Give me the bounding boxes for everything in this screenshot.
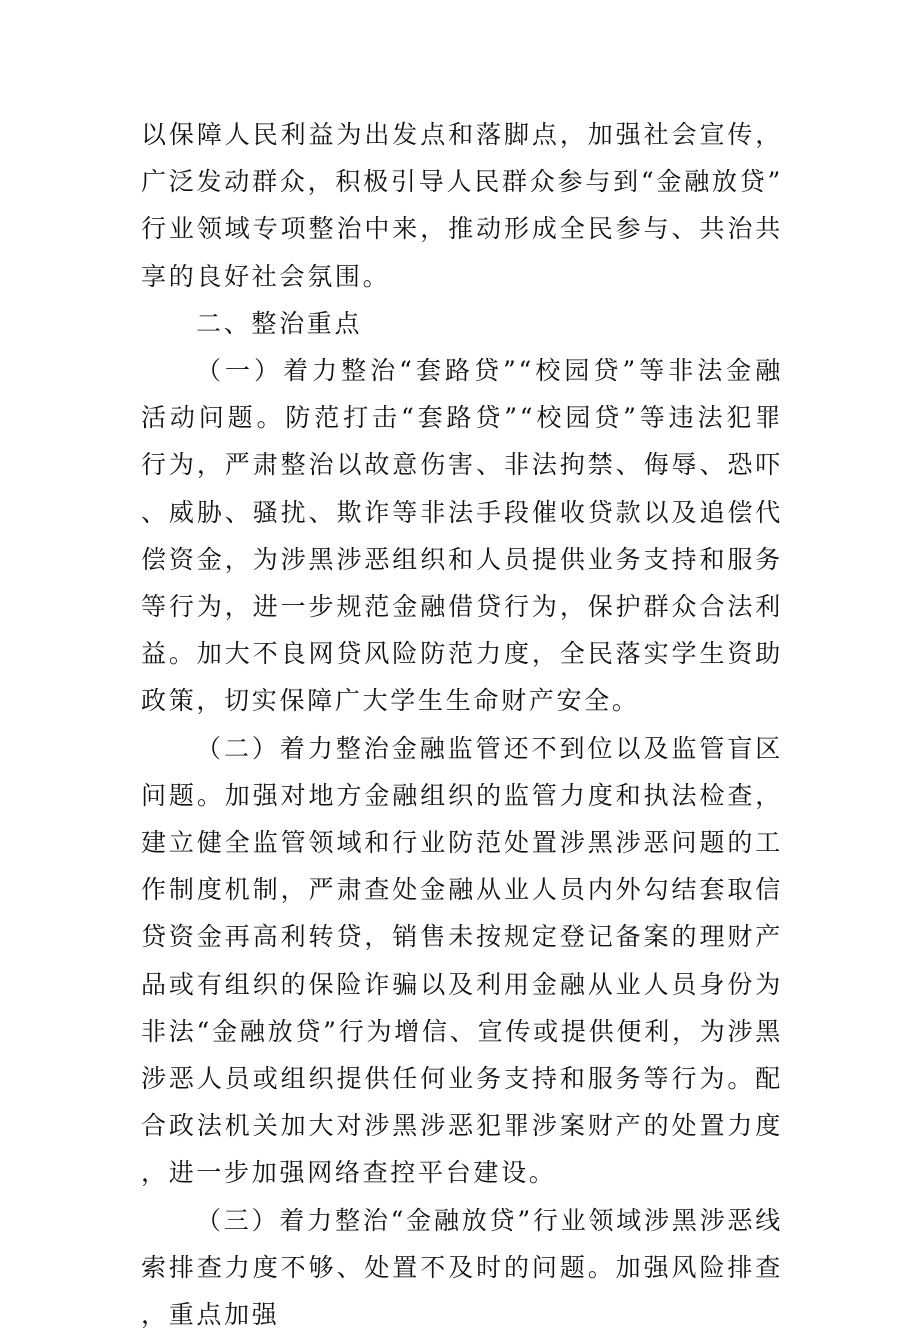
- paragraph-continuation: 以保障人民利益为出发点和落脚点，加强社会宣传，广泛发动群众，积极引导人民群众参与到“金融放贷”行业领域专项整治中来，推动形成全民参与、共治共享的良好社会氛围。: [141, 120, 783, 291]
- paragraph-item-2: （二）着力整治金融监管还不到位以及监管盲区问题。加强对地方金融组织的监管力度和执法检查，建立健全监管领域和行业防范处置涉黑涉恶问题的工作制度机制，严肃查处金融从业人员内外勾结套取信贷资金再高利转贷，销售未按规定登记备案的理财产品或有组织的保险诈骗以及利用金融从业人员身份为非法“金融放贷”行为增信、宣传或提供便利，为涉黑涉恶人员或组织提供任何业务支持和服务等行为。配合政法机关加大对涉黑涉恶犯罪涉案财产的处置力度，进一步加强网络查控平台建设。: [141, 733, 783, 1188]
- paragraph-item-1: （一）着力整治“套路贷”“校园贷”等非法金融活动问题。防范打击“套路贷”“校园贷”等违法犯罪行为，严肃整治以故意伤害、非法拘禁、侮辱、恐吓、威胁、骚扰、欺诈等非法手段催收贷款以及追偿代偿资金，为涉黑涉恶组织和人员提供业务支持和服务等行为，进一步规范金融借贷行为，保护群众合法利益。加大不良网贷风险防范力度，全民落实学生资助政策，切实保障广大学生生命财产安全。: [141, 356, 783, 716]
- section-heading: 二、整治重点: [196, 308, 363, 338]
- document-body: [141, 111, 783, 1338]
- paragraph-item-3: （三）着力整治“金融放贷”行业领域涉黑涉恶线索排查力度不够、处置不及时的问题。加强风险排查，重点加强: [141, 1205, 783, 1330]
